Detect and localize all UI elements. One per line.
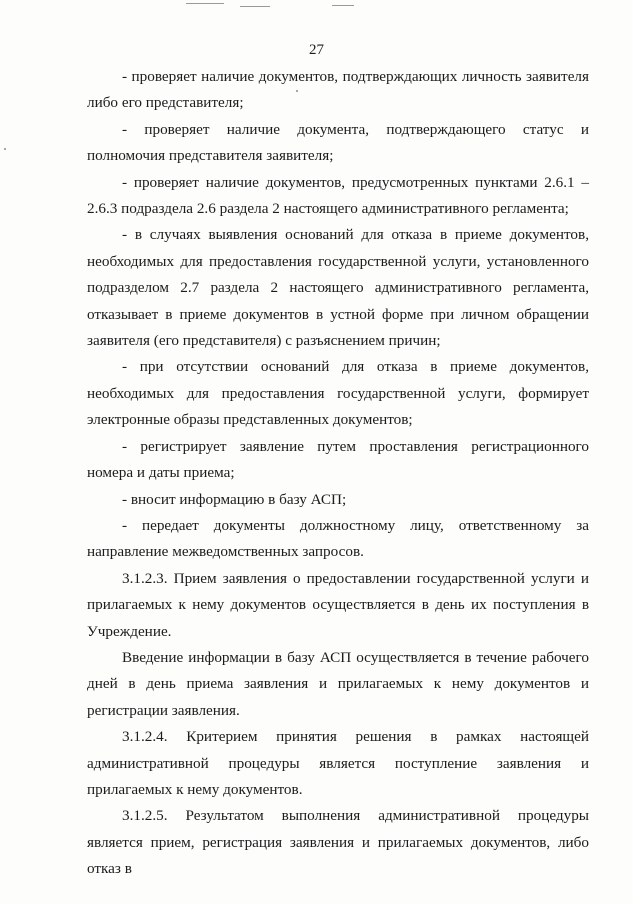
paragraph-documents-check: - проверяет наличие документов, предусмотренных пунктами 2.6.1 – 2.6.3 подраздела 2.6 раздела 2 настоящего административного регламента;	[87, 173, 589, 218]
page-number: 27	[309, 42, 324, 58]
paragraph-registration: - регистрирует заявление путем проставления регистрационного номера и даты приема;	[87, 437, 589, 482]
paragraph-3-1-2-3: 3.1.2.3. Прием заявления о предоставлении государственной услуги и прилагаемых к нему документов осуществляется в день их поступления в Учреждение.	[87, 569, 589, 640]
scan-artifact	[186, 3, 224, 4]
paragraph-asp-timing: Введение информации в базу АСП осуществляется в течение рабочего дней в день приема заявления и прилагаемых к нему документов и регистрации заявления.	[87, 648, 589, 719]
document-body	[87, 64, 589, 883]
scan-artifact	[4, 148, 6, 150]
paragraph-representative-check: - проверяет наличие документа, подтверждающего статус и полномочия представителя заявителя;	[87, 120, 589, 165]
paragraph-electronic-images: - при отсутствии оснований для отказа в приеме документов, необходимых для предоставления государственной услуги, формирует электронные образы представленных документов;	[87, 358, 589, 429]
paragraph-transfer: - передает документы должностному лицу, ответственному за направление межведомственных запросов.	[87, 516, 589, 561]
paragraph-asp-entry: - вносит информацию в базу АСП;	[122, 490, 347, 508]
scan-artifact	[332, 5, 354, 6]
scan-artifact	[240, 6, 270, 7]
paragraph-refusal: - в случаях выявления оснований для отказа в приеме документов, необходимых для предоставления государственной услуги, установленного подразделом 2.7 раздела 2 настоящего административного регламента, отказывает в приеме документов в устной форме при личном обращении заявителя (его представителя) с разъяснением причин;	[87, 226, 589, 350]
paragraph-identity-check: - проверяет наличие документов, подтверждающих личность заявителя либо его представителя;	[87, 68, 589, 112]
paragraph-3-1-2-4: 3.1.2.4. Критерием принятия решения в рамках настоящей административной процедуры является поступление заявления и прилагаемых к нему документов.	[87, 728, 589, 798]
paragraph-3-1-2-5: 3.1.2.5. Результатом выполнения административной процедуры является прием, регистрация заявления и прилагаемых документов, либо отказ в	[87, 807, 589, 878]
